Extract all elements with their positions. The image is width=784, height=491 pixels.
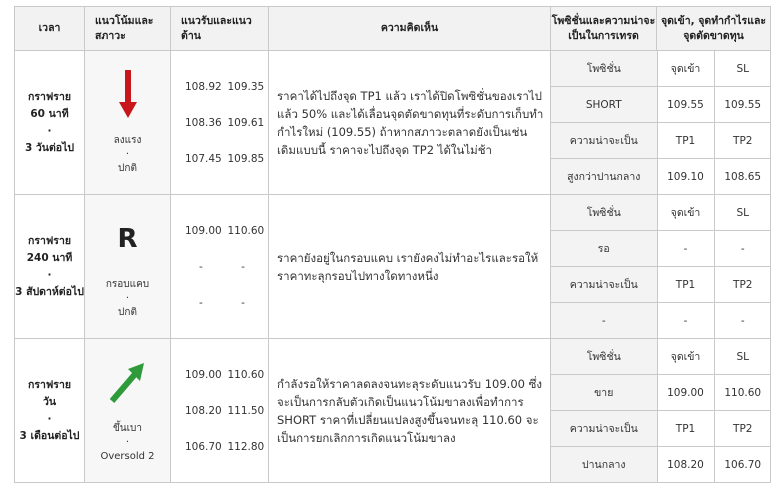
arrow-down-icon (118, 70, 138, 120)
timeframe-dot: · (47, 412, 52, 425)
level-pair (185, 285, 268, 321)
resistance-value: 109.61 (227, 116, 265, 129)
grid-label: จุดเข้า (657, 195, 714, 231)
level-pair (185, 141, 268, 177)
grid-value: ขาย (551, 375, 657, 411)
levels-cell (171, 195, 269, 339)
timeframe-period: 60 นาที (30, 107, 69, 120)
level-pair (185, 393, 268, 429)
grid-label: ความน่าจะเป็น (551, 411, 657, 447)
level-pair (185, 357, 268, 393)
comment-cell: ราคาได้ไปถึงจุด TP1 แล้ว เราได้ปิดโพซิชั่นของเราไปแล้ว 50% และได้เลื่อนจุดตัดขาดทุนที่ระดับการเก็บทำกำไรใหม่ (109.55) ถ้าหากสภาวะตลาดยังเป็นเช่นเดิมแบบนี้ ราคาจะไปถึงจุด TP2 ได้ในไม่ช้า (269, 51, 551, 195)
timeframe-dot: · (47, 268, 52, 281)
resistance-value: 109.35 (227, 80, 265, 93)
trend-dot: · (125, 436, 130, 448)
trade-grid (551, 195, 771, 338)
timeframe-label: กราฟราย (27, 378, 71, 391)
header-time: เวลา (15, 7, 85, 51)
trend-state: Oversold 2 (100, 450, 155, 462)
level-pair (185, 69, 268, 105)
support-value: - (199, 260, 203, 273)
level-pair (185, 249, 268, 285)
grid-label: TP1 (657, 123, 714, 159)
grid-value: - (551, 303, 657, 339)
grid-value: 108.65 (724, 170, 762, 183)
grid-label: SL (714, 51, 771, 87)
timeframe-cell (15, 339, 85, 483)
grid-value: ปานกลาง (551, 447, 657, 483)
trade-grid-cell (551, 339, 771, 483)
grid-value: - (657, 231, 714, 267)
grid-label: TP2 (714, 267, 771, 303)
resistance-value: - (241, 296, 245, 309)
timeframe-cell (15, 51, 85, 195)
grid-label: จุดเข้า (657, 51, 714, 87)
timeframe-period: 240 นาที (26, 251, 73, 264)
trade-grid-cell (551, 195, 771, 339)
grid-label: SL (714, 195, 771, 231)
grid-label: ความน่าจะเป็น (551, 123, 657, 159)
levels-cell (171, 339, 269, 483)
header-row (15, 7, 771, 51)
resistance-value: 110.60 (227, 224, 265, 237)
timeframe-cell (15, 195, 85, 339)
timeframe-dot: · (47, 124, 52, 137)
header-trend: แนวโน้มและสภาวะ (85, 7, 171, 51)
support-value: 108.20 (185, 404, 222, 417)
grid-label: โพซิชั่น (551, 339, 657, 375)
table-row (15, 339, 771, 483)
grid-label: TP1 (657, 267, 714, 303)
trend-cell (85, 195, 171, 339)
trend-state: ปกติ (118, 306, 137, 318)
table-row (15, 195, 771, 339)
grid-value: 109.55 (714, 87, 771, 123)
resistance-value: 110.60 (227, 368, 265, 381)
resistance-value: - (241, 260, 245, 273)
support-value: 108.92 (185, 80, 222, 93)
grid-value: - (740, 314, 745, 327)
trend-label: ขึ้นเบา (112, 422, 143, 434)
header-comment: ความคิดเห็น (269, 7, 551, 51)
trade-grid (551, 339, 771, 482)
grid-label: SL (714, 339, 771, 375)
grid-value: 106.70 (724, 458, 762, 471)
trend-label: ลงแรง (113, 134, 142, 146)
grid-label: โพซิชั่น (551, 51, 657, 87)
grid-value: สูงกว่าปานกลาง (551, 159, 657, 195)
timeframe-horizon: 3 เดือนต่อไป (19, 429, 80, 442)
trend-label: กรอบแคบ (105, 278, 150, 290)
grid-label: โพซิชั่น (551, 195, 657, 231)
grid-value: 108.20 (657, 447, 714, 483)
grid-label: จุดเข้า (657, 339, 714, 375)
timeframe-label: กราฟราย (27, 90, 71, 103)
support-value: - (199, 296, 203, 309)
grid-label: TP2 (714, 123, 771, 159)
timeframe-horizon: 3 วันต่อไป (24, 141, 75, 154)
timeframe-horizon: 3 สัปดาห์ต่อไป (15, 285, 84, 298)
trade-grid (551, 51, 771, 194)
arrow-up-right-icon (108, 361, 148, 405)
grid-value: 109.00 (657, 375, 714, 411)
timeframe-label: กราฟราย (27, 234, 71, 247)
grid-value: SHORT (551, 87, 657, 123)
forecast-table-wrapper (14, 6, 770, 483)
resistance-value: 111.50 (227, 404, 265, 417)
grid-label: ความน่าจะเป็น (551, 267, 657, 303)
header-levels: แนวรับและแนวต้าน (171, 7, 269, 51)
header-position: โพซิชั่นและความน่าจะเป็นในการเทรด (551, 7, 657, 51)
forecast-table (14, 6, 771, 483)
trend-cell (85, 51, 171, 195)
level-pair (185, 105, 268, 141)
resistance-value: 112.80 (227, 440, 265, 453)
trade-grid-cell (551, 51, 771, 195)
grid-value: - (714, 231, 771, 267)
support-value: 109.00 (185, 368, 222, 381)
grid-value: 109.55 (657, 87, 714, 123)
levels-cell (171, 51, 269, 195)
grid-value: - (657, 303, 714, 339)
grid-value: 109.10 (657, 159, 714, 195)
level-pair (185, 429, 268, 465)
timeframe-period: วัน (42, 395, 57, 408)
level-pair (185, 213, 268, 249)
range-r-icon: R (117, 223, 138, 254)
header-entry: จุดเข้า, จุดทำกำไรและจุดตัดขาดทุน (657, 7, 771, 51)
comment-cell: ราคายังอยู่ในกรอบแคบ เรายังคงไม่ทำอะไรและรอให้ราคาทะลุกรอบไปทางใดทางหนึ่ง (269, 195, 551, 339)
trend-dot: · (125, 148, 130, 160)
support-value: 107.45 (185, 152, 222, 165)
grid-value: รอ (551, 231, 657, 267)
grid-label: TP1 (657, 411, 714, 447)
support-value: 109.00 (185, 224, 222, 237)
grid-value: 110.60 (714, 375, 771, 411)
trend-state: ปกติ (118, 162, 137, 174)
support-value: 108.36 (185, 116, 222, 129)
comment-cell: กำลังรอให้ราคาลดลงจนทะลุระดับแนวรับ 109.00 ซึ่งจะเป็นการกลับตัวเกิดเป็นแนวโน้มขาลงเพื่อทำการ SHORT ราคาที่เปลี่ยนแปลงสูงขึ้นจนทะลุ 110.60 จะเป็นการยกเลิกการเกิดแนวโน้มขาลง (269, 339, 551, 483)
table-row (15, 51, 771, 195)
resistance-value: 109.85 (227, 152, 265, 165)
grid-label: TP2 (714, 411, 771, 447)
trend-dot: · (125, 292, 130, 304)
support-value: 106.70 (185, 440, 222, 453)
trend-cell (85, 339, 171, 483)
